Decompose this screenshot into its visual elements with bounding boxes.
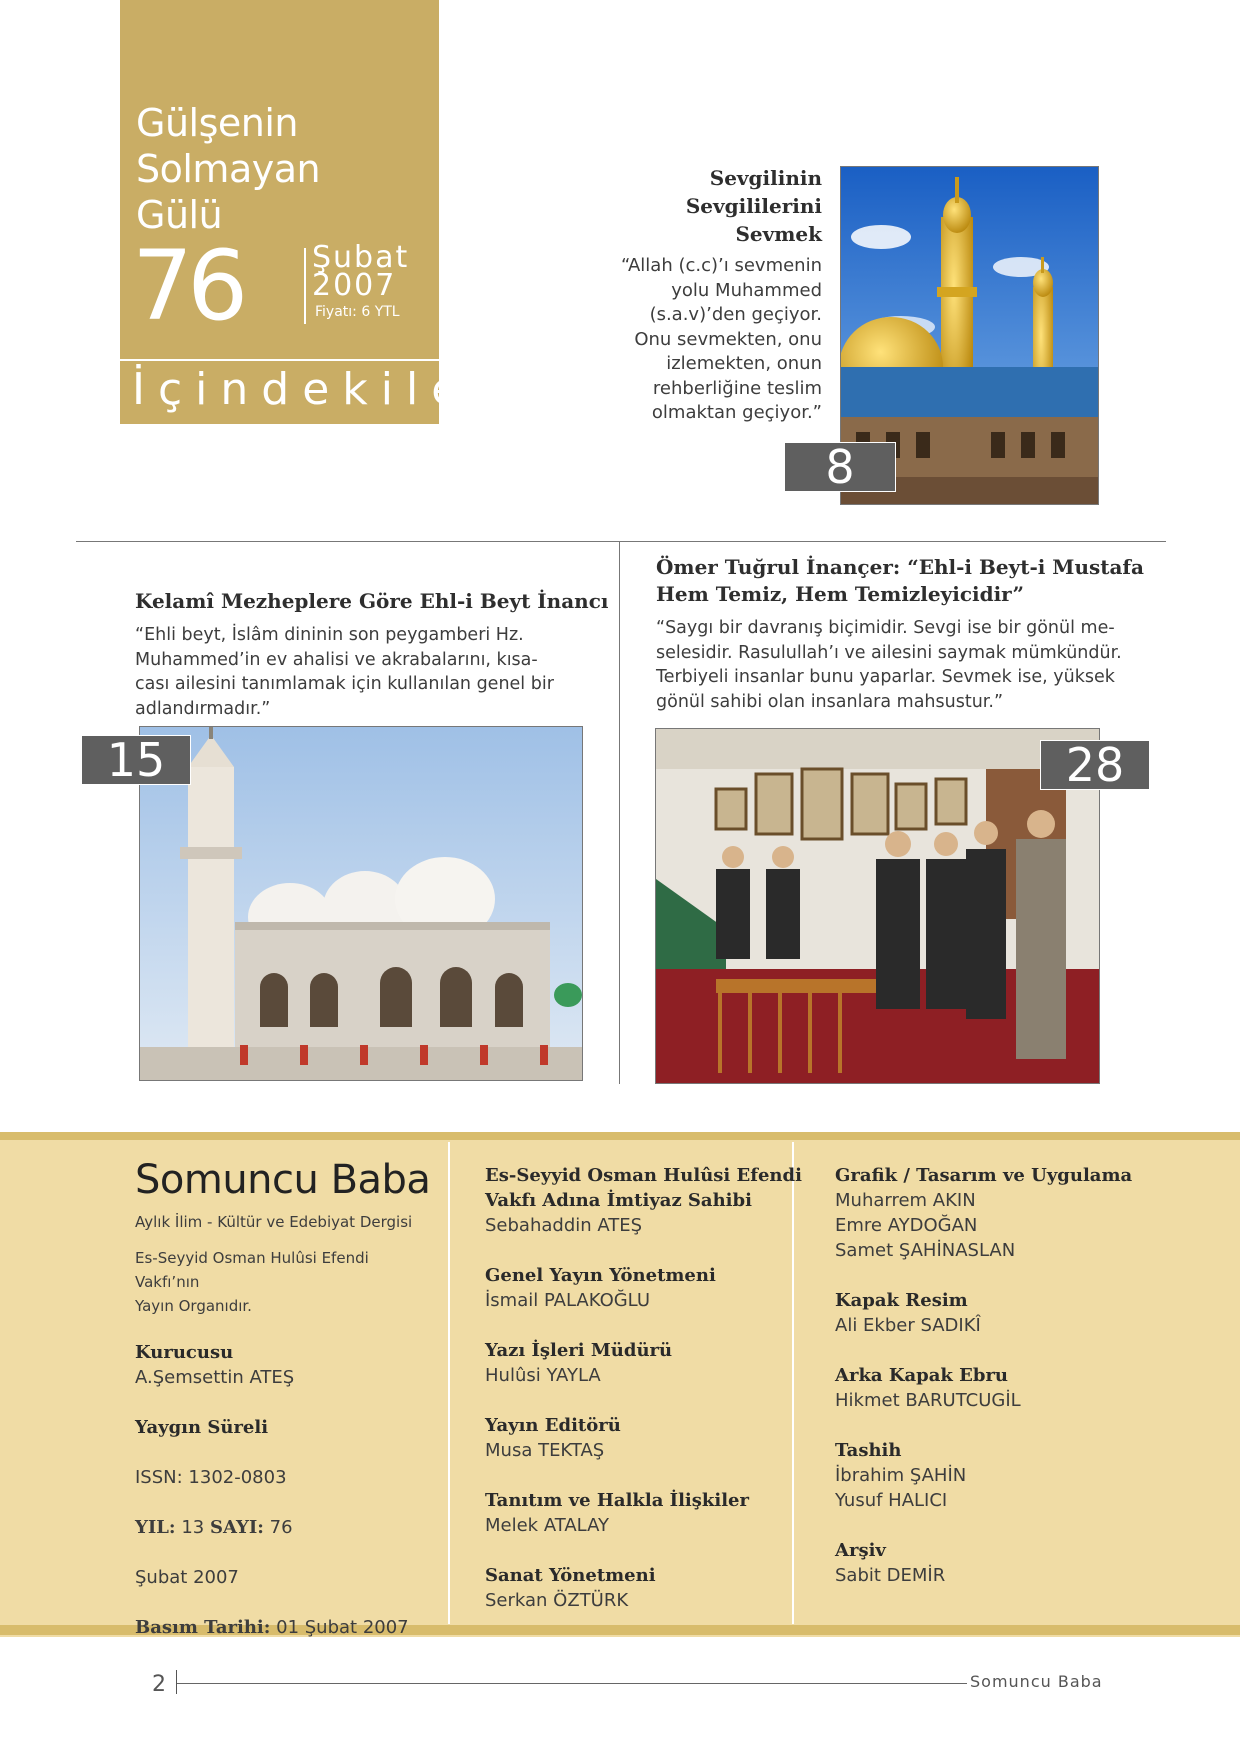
year-issue-line [135,1515,435,1540]
role-label: Arka Kapak Ebru [835,1365,1009,1386]
excerpt-line: selesidir. Rasulullah’ı ve ailesini saymak mümkündür. [656,642,1122,663]
article-28-excerpt [656,616,1126,714]
column-divider [619,541,620,1084]
issue-value: 76 [269,1517,293,1538]
article-8-excerpt [560,254,822,426]
role-name: Ali Ekber SADIKÎ [835,1315,981,1336]
contents-heading: İçindekiler [132,364,503,415]
magazine-subtitle: Aylık İlim - Kültür ve Edebiyat Dergisi [135,1213,413,1231]
role-label: Yayın Editörü [485,1415,621,1436]
issue-year: 2007 [312,268,397,303]
excerpt-line: (s.a.v)’den geçiyor. [649,304,822,325]
excerpt-line: olmaktan geçiyor.” [651,402,822,423]
article-8-title[interactable] [560,164,822,248]
excerpt-line: Onu sevmekten, onu [634,328,822,350]
page-badge-15[interactable]: 15 [81,735,191,785]
page-badge-28[interactable]: 28 [1040,740,1150,790]
issue-date: Şubat 2007 [135,1567,239,1588]
footer-bar [176,1670,177,1694]
organ-line: Yayın Organıdır. [135,1297,252,1315]
issn: ISSN: 1302-0803 [135,1467,287,1488]
role-name: İsmail PALAKOĞLU [485,1290,650,1311]
role-name: Sebahaddin ATEŞ [485,1215,643,1236]
issue-divider [304,248,306,324]
excerpt-line: “Ehli beyt, İslâm dininin son peygamberi Hz. [135,625,524,645]
issue-label: SAYI: [209,1517,264,1538]
footer-rule [177,1683,967,1684]
magazine-organ [135,1246,435,1318]
role-name: Serkan ÖZTÜRK [485,1590,629,1611]
slogan-line-3: Gülü [136,193,223,237]
organ-line: Es-Seyyid Osman Hulûsi Efendi Vakfı’nın [135,1249,369,1291]
excerpt-line: “Saygı bir davranış biçimidir. Sevgi ise bir gönül me- [656,618,1115,638]
role-label: Es-Seyyid Osman Hulûsi Efendi [485,1165,802,1186]
issue-number: 76 [132,230,243,342]
excerpt-line: Terbiyeli insanlar bunu yaparlar. Sevmek ise, yüksek [656,667,1115,687]
role-label: Arşiv [835,1540,886,1561]
slogan-line-2: Solmayan [136,147,321,191]
header-rule [120,359,439,361]
footer-magazine-name: Somuncu Baba [970,1672,1103,1691]
year-label: YIL: [135,1517,176,1538]
excerpt-line: “Allah (c.c)’ı sevmenin [620,255,822,276]
excerpt-line: gönül sahibi olan insanlara mahsustur.” [656,691,1004,712]
founder-label: Kurucusu [135,1342,234,1363]
article-28-title-line: Hem Temiz, Hem Temizleyicidir” [656,582,1024,606]
article-8-title-line: Sevmek [735,222,822,246]
excerpt-line: Muhammed’in ev ahalisi ve akrabalarını, kısa- [135,649,538,670]
slogan-line-1: Gülşenin [136,101,298,145]
founder-name: A.Şemsettin ATEŞ [135,1367,295,1388]
print-date-line [135,1615,435,1640]
masthead-column-1 [135,1152,435,1640]
excerpt-line: izlemekten, onun [666,353,822,374]
visit-illustration [656,729,1099,1083]
role-name: Yusuf HALICI [835,1490,948,1511]
mosque-illustration [140,727,582,1080]
article-8-title-line: Sevgilinin [709,166,822,190]
article-28-photo-visit[interactable] [655,728,1100,1084]
masthead-column-2 [485,1163,805,1613]
page-badge-8[interactable]: 8 [784,442,896,492]
role-name: Hulûsi YAYLA [485,1365,601,1386]
role-label: Vakfı Adına İmtiyaz Sahibi [485,1190,752,1211]
role-name: Samet ŞAHİNASLAN [835,1240,1016,1261]
masthead-top-band [0,1132,1240,1140]
role-name: İbrahim ŞAHİN [835,1465,967,1486]
magazine-name: Somuncu Baba [135,1157,431,1203]
role-name: Sabit DEMİR [835,1565,946,1586]
role-label: Kapak Resim [835,1290,968,1311]
article-15-title[interactable]: Kelamî Mezheplere Göre Ehl-i Beyt İnancı [135,589,609,613]
print-date-label: Basım Tarihi: [135,1617,271,1638]
masthead-column-3 [835,1163,1175,1588]
role-label: Yazı İşleri Müdürü [485,1340,673,1361]
issue-month: Şubat [312,240,410,275]
masthead-column-rule [448,1142,450,1624]
role-name: Musa TEKTAŞ [485,1440,605,1461]
page-number: 2 [152,1672,166,1697]
role-label: Sanat Yönetmeni [485,1565,656,1586]
article-28-title-line: Ömer Tuğrul İnançer: “Ehl-i Beyt-i Mustafa [656,555,1144,579]
magazine-slogan [136,100,426,238]
article-8-title-line: Sevgililerini [685,194,822,218]
excerpt-line: yolu Muhammed [671,279,822,301]
frequency: Yaygın Süreli [135,1417,269,1438]
article-15-excerpt [135,623,575,721]
article-15-photo-mosque[interactable] [139,726,583,1081]
role-label: Tanıtım ve Halkla İlişkiler [485,1490,749,1511]
section-divider [76,541,1166,542]
role-name: Melek ATALAY [485,1515,610,1536]
excerpt-line: adlandırmadır.” [135,698,271,719]
print-date-value: 01 Şubat 2007 [276,1617,409,1638]
role-name: Muharrem AKIN [835,1190,976,1211]
role-name: Hikmet BARUTCUGİL [835,1390,1021,1411]
article-28-title[interactable] [656,554,1156,608]
issue-header-box [120,0,503,424]
excerpt-line: cası ailesini tanımlamak için kullanılan genel bir [135,674,554,694]
issue-price: Fiyatı: 6 YTL [315,304,400,320]
role-label: Genel Yayın Yönetmeni [485,1265,716,1286]
role-label: Grafik / Tasarım ve Uygulama [835,1165,1133,1186]
year-value: 13 [181,1517,205,1538]
role-label: Tashih [835,1440,902,1461]
excerpt-line: rehberliğine teslim [652,377,822,399]
role-name: Emre AYDOĞAN [835,1215,978,1236]
